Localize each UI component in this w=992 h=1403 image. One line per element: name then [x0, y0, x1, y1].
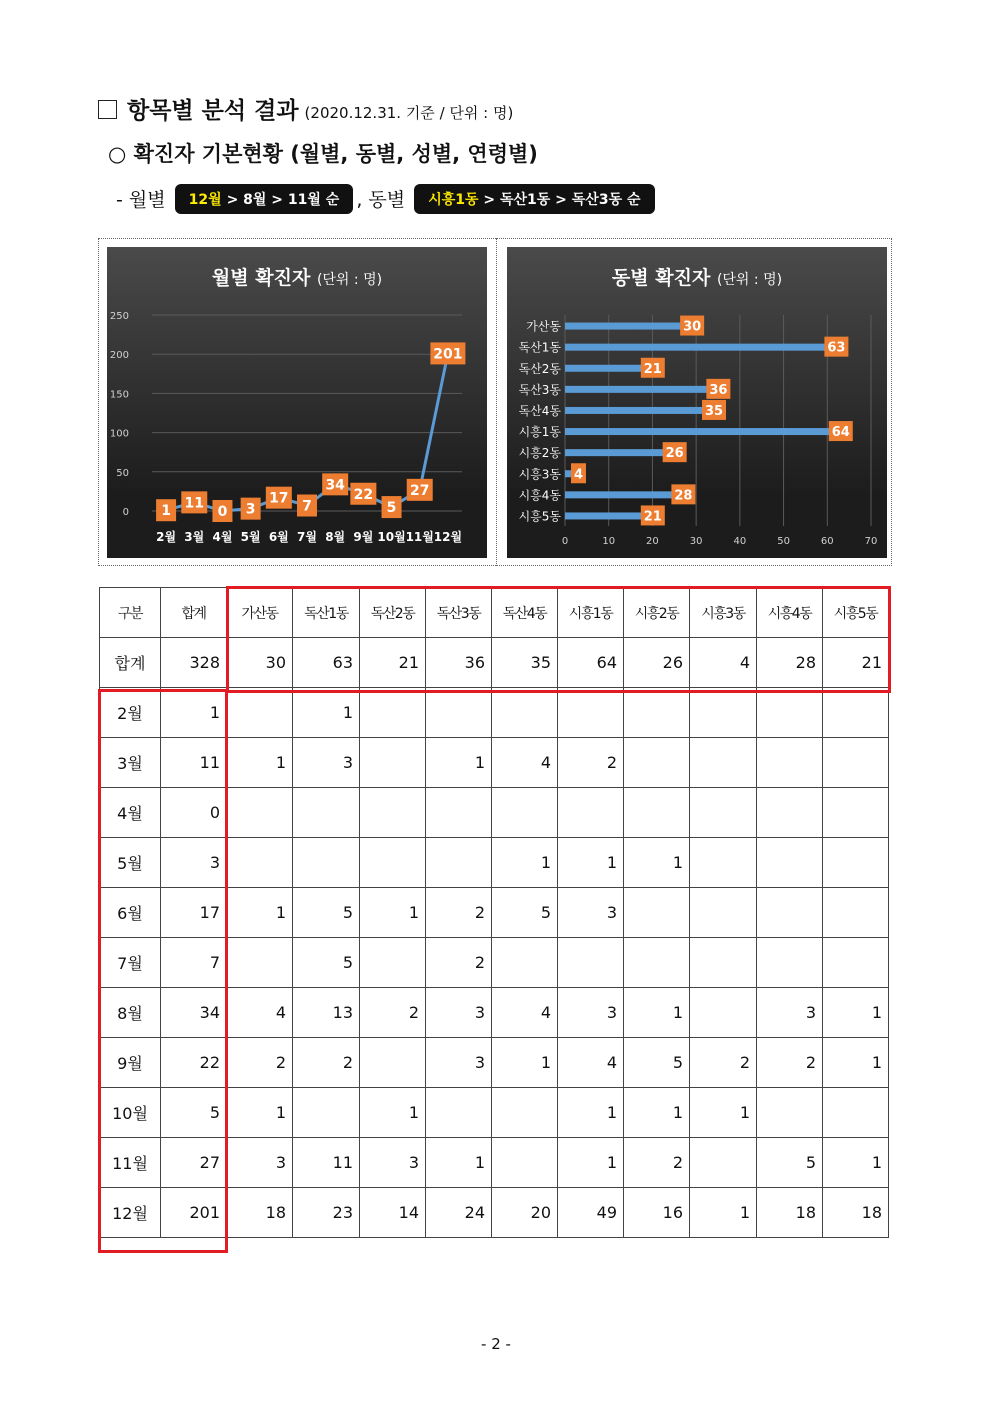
- data-label: 3: [245, 501, 256, 518]
- table-cell: 1: [823, 1038, 889, 1088]
- table-cell: [823, 788, 889, 838]
- table-cell: 1: [624, 838, 690, 888]
- table-cell: 5: [624, 1038, 690, 1088]
- y-tick-label: 150: [109, 389, 129, 401]
- table-cell: [227, 938, 293, 988]
- y-tick-label: 가산동: [526, 319, 561, 334]
- table-cell: 1: [558, 1138, 624, 1188]
- table-row: [100, 738, 889, 788]
- table-cell: 13: [293, 988, 360, 1038]
- table-cell: [426, 838, 492, 888]
- y-tick-label: 100: [109, 428, 129, 440]
- table-cell: 3: [360, 1138, 426, 1188]
- data-label: 1: [161, 503, 171, 520]
- y-tick-label: 250: [109, 311, 129, 322]
- table-cell: [624, 688, 690, 738]
- y-tick-label: 독산1동: [518, 340, 561, 355]
- section-note: (2020.12.31. 기준 / 단위 : 명): [304, 104, 514, 122]
- table-cell: [757, 788, 823, 838]
- x-tick-label: 10월: [377, 530, 406, 544]
- table-cell: [624, 738, 690, 788]
- x-tick-label: 60: [820, 536, 834, 547]
- table-cell: 21: [360, 638, 426, 688]
- table-row: [100, 938, 889, 988]
- table-cell: [690, 788, 757, 838]
- y-tick-label: 독산4동: [518, 403, 561, 418]
- month-rank-pill: [175, 184, 354, 214]
- table-cell: 1: [227, 738, 293, 788]
- header-cell: 시흥2동: [624, 588, 690, 638]
- table-cell: [757, 688, 823, 738]
- x-tick-label: 7월: [297, 530, 317, 544]
- table-cell: 26: [624, 638, 690, 688]
- section-heading: [98, 92, 513, 125]
- table-cell: 3: [426, 988, 492, 1038]
- table-cell: 3: [757, 988, 823, 1038]
- y-tick-label: 독산3동: [518, 382, 561, 397]
- table-cell: 2: [624, 1138, 690, 1188]
- table-cell: 11: [161, 738, 227, 788]
- table-cell: [492, 1088, 558, 1138]
- table-cell: 23: [293, 1188, 360, 1238]
- page-number: - 2 -: [481, 1335, 511, 1353]
- x-tick-label: 3월: [184, 530, 205, 544]
- table-cell: [690, 988, 757, 1038]
- row-label-cell: 합계: [100, 638, 161, 688]
- table-cell: [690, 938, 757, 988]
- table-cell: 2: [426, 888, 492, 938]
- table-cell: 3: [227, 1138, 293, 1188]
- table-cell: [823, 938, 889, 988]
- month-rank-highlight: 12월: [188, 192, 222, 208]
- data-label: 28: [674, 488, 693, 504]
- table-cell: [757, 888, 823, 938]
- data-label: 4: [573, 467, 584, 483]
- table-cell: [757, 938, 823, 988]
- table-cell: [492, 938, 558, 988]
- table-cell: [624, 788, 690, 838]
- svg-text:월별 확진자 (단위 : 명): [212, 266, 382, 289]
- data-label: 21: [643, 361, 662, 377]
- table-cell: 4: [492, 988, 558, 1038]
- dong-chart-svg: [507, 247, 887, 558]
- table-cell: 2: [757, 1038, 823, 1088]
- table-row: [100, 888, 889, 938]
- dong-rank-rest: > 독산1동 > 독산3동 순: [483, 192, 641, 208]
- table-cell: 1: [492, 838, 558, 888]
- data-label: 201: [433, 346, 463, 363]
- table-cell: [757, 1088, 823, 1138]
- table-cell: [690, 688, 757, 738]
- header-cell: 가산동: [227, 588, 293, 638]
- monthly-chart-title: 월별 확진자: [211, 267, 311, 289]
- table-row: [100, 688, 889, 738]
- row-label-cell: 11월: [100, 1138, 161, 1188]
- y-tick-label: 독산2동: [518, 361, 561, 376]
- row-label-cell: 9월: [100, 1038, 161, 1088]
- table-cell: 1: [624, 1088, 690, 1138]
- y-tick-label: 0: [122, 507, 129, 518]
- bar: [565, 386, 722, 393]
- x-tick-label: 5월: [240, 530, 261, 544]
- data-label: 63: [827, 340, 846, 356]
- table-cell: [757, 738, 823, 788]
- dong-rank-pill: [414, 184, 654, 214]
- monthly-chart-unit: (단위 : 명): [316, 272, 383, 288]
- bar: [565, 407, 718, 414]
- header-cell: 시흥1동: [558, 588, 624, 638]
- bar: [565, 449, 679, 456]
- table-cell: [823, 688, 889, 738]
- table-cell: [360, 738, 426, 788]
- x-tick-label: 9월: [353, 530, 374, 544]
- x-tick-label: 2월: [156, 530, 177, 544]
- table-cell: 34: [161, 988, 227, 1038]
- table-cell: 5: [293, 888, 360, 938]
- table-cell: 2: [227, 1038, 293, 1088]
- x-tick-label: 20: [646, 536, 659, 547]
- table-row: [100, 1188, 889, 1238]
- table-cell: 36: [426, 638, 492, 688]
- table-cell: 1: [624, 988, 690, 1038]
- summary-line: [116, 184, 658, 214]
- y-tick-label: 시흥1동: [518, 425, 561, 440]
- table-cell: 1: [426, 738, 492, 788]
- table-cell: 2: [360, 988, 426, 1038]
- table-cell: 4: [690, 638, 757, 688]
- data-label: 0: [217, 504, 228, 520]
- table-row: [100, 788, 889, 838]
- row-label-cell: 3월: [100, 738, 161, 788]
- table-cell: 5: [161, 1088, 227, 1138]
- table-cell: 1: [823, 988, 889, 1038]
- table-cell: 22: [161, 1038, 227, 1088]
- data-label: 30: [683, 319, 702, 335]
- table-cell: [492, 688, 558, 738]
- table-cell: 14: [360, 1188, 426, 1238]
- x-tick-label: 50: [777, 536, 790, 547]
- y-tick-label: 200: [109, 350, 129, 362]
- row-label-cell: 5월: [100, 838, 161, 888]
- data-label: 22: [353, 486, 374, 503]
- table-cell: 1: [558, 1088, 624, 1138]
- table-cell: [492, 1138, 558, 1188]
- x-tick-label: 11월: [405, 530, 434, 544]
- table-cell: [293, 1088, 360, 1138]
- table-cell: [426, 1088, 492, 1138]
- table-cell: 5: [293, 938, 360, 988]
- table-cell: [492, 788, 558, 838]
- table-cell: [227, 688, 293, 738]
- data-label: 7: [302, 498, 312, 515]
- table-cell: 63: [293, 638, 360, 688]
- charts-divider: [496, 238, 497, 566]
- bar: [565, 491, 687, 498]
- row-label-cell: 8월: [100, 988, 161, 1038]
- dong-chart-unit: (단위 : 명): [716, 272, 783, 288]
- table-cell: 4: [492, 738, 558, 788]
- table-cell: 1: [426, 1138, 492, 1188]
- data-label: 27: [409, 482, 430, 499]
- table-cell: 2: [293, 1038, 360, 1088]
- table-cell: 18: [227, 1188, 293, 1238]
- y-tick-label: 시흥5동: [518, 509, 561, 524]
- table-cell: [360, 938, 426, 988]
- bar: [565, 428, 845, 435]
- row-label-cell: 2월: [100, 688, 161, 738]
- table-cell: 1: [293, 688, 360, 738]
- table-cell: 21: [823, 638, 889, 688]
- table-cell: 27: [161, 1138, 227, 1188]
- x-tick-label: 8월: [325, 530, 346, 544]
- table-cell: 5: [492, 888, 558, 938]
- dong-chart: [507, 247, 887, 558]
- table-cell: [360, 688, 426, 738]
- section-title: 항목별 분석 결과: [127, 98, 299, 124]
- monthly-chart-svg: [107, 247, 487, 558]
- table-cell: [558, 938, 624, 988]
- data-label: 64: [831, 425, 850, 441]
- table-row: [100, 988, 889, 1038]
- row-label-cell: 12월: [100, 1188, 161, 1238]
- table-cell: [360, 788, 426, 838]
- table-cell: 18: [823, 1188, 889, 1238]
- table-cell: [823, 738, 889, 788]
- data-label: 5: [386, 500, 397, 517]
- table-cell: 64: [558, 638, 624, 688]
- table-cell: 2: [426, 938, 492, 988]
- data-label: 36: [709, 382, 728, 398]
- y-tick-label: 시흥4동: [518, 488, 561, 503]
- month-rank-rest: > 8월 > 11월 순: [226, 192, 340, 208]
- table-cell: 30: [227, 638, 293, 688]
- x-tick-label: 70: [864, 536, 878, 547]
- table-cell: 1: [227, 1088, 293, 1138]
- table-cell: 4: [227, 988, 293, 1038]
- bar: [565, 323, 696, 330]
- header-cell: 시흥5동: [823, 588, 889, 638]
- header-cell: 독산4동: [492, 588, 558, 638]
- table-cell: [690, 838, 757, 888]
- table-cell: 35: [492, 638, 558, 688]
- data-label: 21: [643, 509, 662, 525]
- table-row: [100, 1088, 889, 1138]
- bar: [565, 344, 840, 351]
- month-label: 월별: [128, 189, 166, 211]
- monthly-chart: [107, 247, 487, 558]
- table-header-row: [100, 588, 889, 638]
- table-cell: 3: [161, 838, 227, 888]
- x-tick-label: 40: [733, 536, 747, 547]
- x-tick-label: 4월: [212, 530, 233, 544]
- table-row: [100, 1038, 889, 1088]
- dong-label: 동별: [368, 189, 406, 211]
- table-cell: 1: [161, 688, 227, 738]
- table-cell: 1: [227, 888, 293, 938]
- table-cell: 1: [558, 838, 624, 888]
- data-label: 17: [269, 490, 289, 507]
- x-tick-label: 30: [689, 536, 703, 547]
- header-cell: 독산3동: [426, 588, 492, 638]
- table-cell: 24: [426, 1188, 492, 1238]
- table-row: [100, 838, 889, 888]
- row-label-cell: 7월: [100, 938, 161, 988]
- x-tick-label: 0: [561, 536, 569, 547]
- table-cell: [624, 888, 690, 938]
- table-cell: [823, 838, 889, 888]
- cases-table: [99, 587, 889, 1238]
- table-cell: [227, 838, 293, 888]
- table-cell: 3: [293, 738, 360, 788]
- table-cell: [690, 1138, 757, 1188]
- table-cell: 1: [690, 1188, 757, 1238]
- table-cell: [823, 888, 889, 938]
- table-cell: 5: [757, 1138, 823, 1188]
- table-cell: [426, 688, 492, 738]
- table-cell: 49: [558, 1188, 624, 1238]
- y-tick-label: 시흥2동: [518, 446, 561, 461]
- table-cell: [558, 688, 624, 738]
- y-tick-label: 시흥3동: [518, 467, 561, 482]
- table-row: [100, 1138, 889, 1188]
- y-tick-label: 50: [116, 467, 129, 479]
- table-cell: 3: [558, 888, 624, 938]
- table-cell: 20: [492, 1188, 558, 1238]
- row-label-cell: 4월: [100, 788, 161, 838]
- table-cell: 3: [426, 1038, 492, 1088]
- subheading: ○ 확진자 기본현황 (월별, 동별, 성별, 연령별): [108, 142, 538, 166]
- row-label-cell: 10월: [100, 1088, 161, 1138]
- header-cell: 구분: [100, 588, 161, 638]
- table-cell: [227, 788, 293, 838]
- table-cell: [360, 838, 426, 888]
- table-cell: 4: [558, 1038, 624, 1088]
- table-cell: [293, 838, 360, 888]
- table-cell: 1: [360, 888, 426, 938]
- table-cell: [360, 1038, 426, 1088]
- data-label: 26: [665, 446, 684, 462]
- table-cell: 7: [161, 938, 227, 988]
- table-cell: 1: [492, 1038, 558, 1088]
- summary-dash: -: [116, 189, 123, 211]
- header-cell: 독산1동: [293, 588, 360, 638]
- table-cell: 0: [161, 788, 227, 838]
- table-cell: [823, 1088, 889, 1138]
- table-row: [100, 638, 889, 688]
- table-cell: 1: [823, 1138, 889, 1188]
- table-cell: [558, 788, 624, 838]
- data-label: 35: [704, 403, 724, 419]
- table-cell: 16: [624, 1188, 690, 1238]
- row-label-cell: 6월: [100, 888, 161, 938]
- table-cell: 2: [558, 738, 624, 788]
- table-cell: [690, 738, 757, 788]
- table-cell: 17: [161, 888, 227, 938]
- data-label: 34: [325, 477, 345, 494]
- table-cell: [624, 938, 690, 988]
- table-cell: 28: [757, 638, 823, 688]
- table-cell: 201: [161, 1188, 227, 1238]
- dong-rank-highlight: 시흥1동: [428, 192, 479, 208]
- x-tick-label: 6월: [268, 530, 289, 544]
- header-cell: 시흥4동: [757, 588, 823, 638]
- table-cell: 11: [293, 1138, 360, 1188]
- table-cell: 18: [757, 1188, 823, 1238]
- table-cell: 1: [690, 1088, 757, 1138]
- dong-chart-title: 동별 확진자: [611, 267, 711, 289]
- table-cell: [757, 838, 823, 888]
- table-cell: [690, 888, 757, 938]
- checkbox-square-icon: [98, 100, 117, 119]
- x-tick-label: 10: [602, 536, 616, 547]
- table-cell: 328: [161, 638, 227, 688]
- header-cell: 합계: [161, 588, 227, 638]
- svg-text:동별 확진자 (단위 : 명): [612, 266, 782, 289]
- summary-separator: ,: [356, 189, 363, 211]
- table-cell: 3: [558, 988, 624, 1038]
- table-cell: 1: [360, 1088, 426, 1138]
- table-cell: [293, 788, 360, 838]
- header-cell: 시흥3동: [690, 588, 757, 638]
- x-tick-label: 12월: [433, 530, 463, 544]
- data-label: 11: [184, 495, 205, 512]
- table-cell: [426, 788, 492, 838]
- header-cell: 독산2동: [360, 588, 426, 638]
- table-cell: 2: [690, 1038, 757, 1088]
